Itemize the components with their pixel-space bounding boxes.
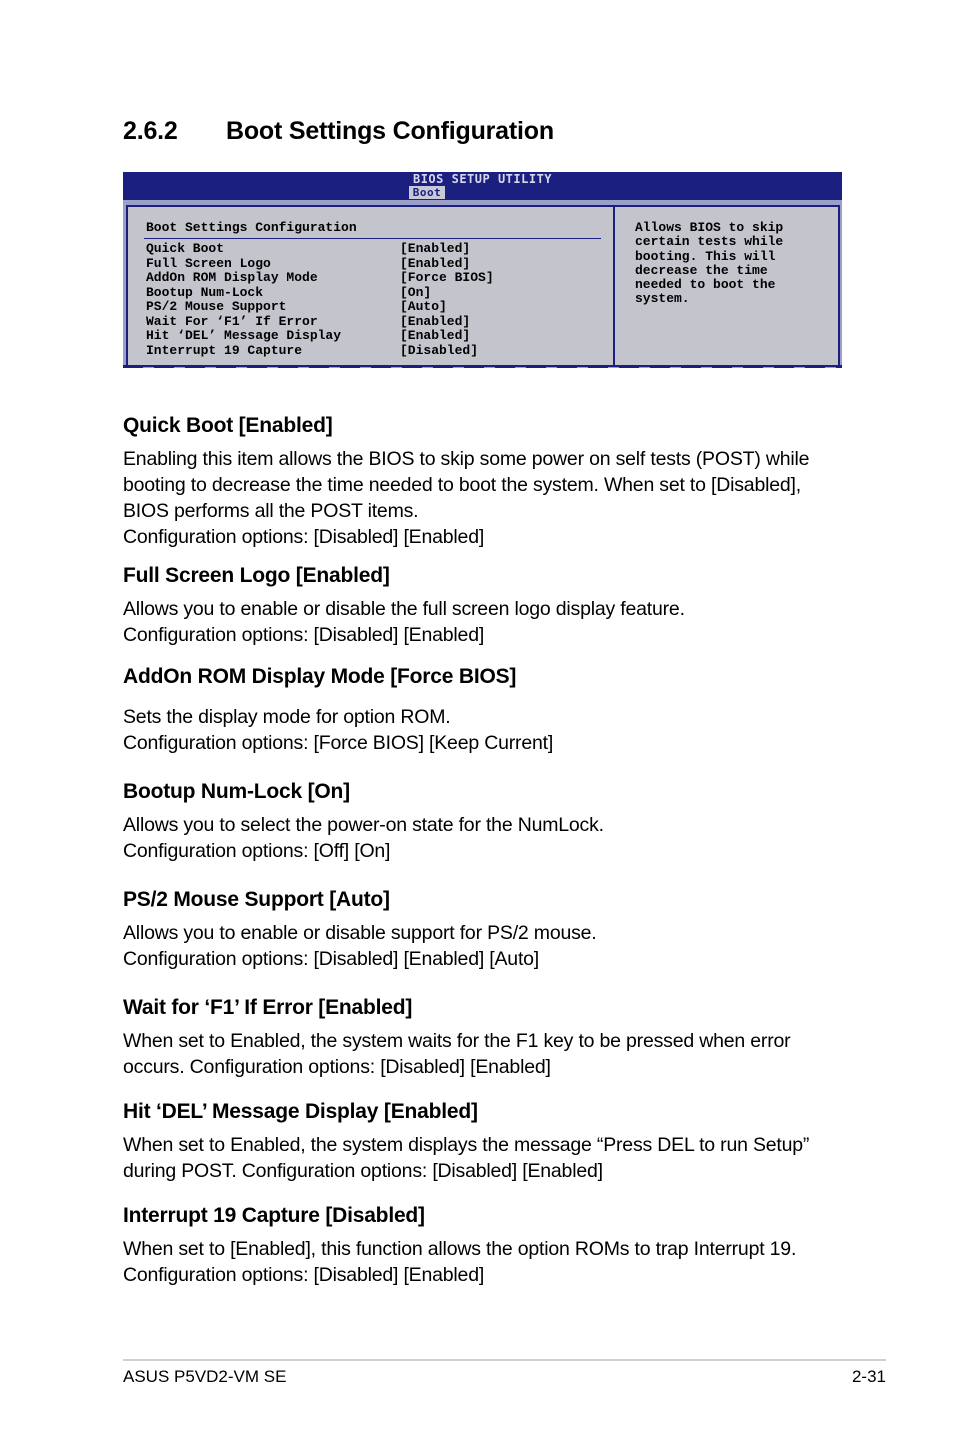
- item-heading: PS/2 Mouse Support [Auto]: [123, 888, 390, 911]
- bios-separator: [144, 238, 601, 239]
- bios-title: BIOS SETUP UTILITY: [412, 172, 553, 186]
- bios-row-ps2-mouse: [146, 300, 566, 315]
- bios-row-interrupt-19: [146, 344, 566, 359]
- bios-settings-list: [146, 242, 566, 358]
- item-wait-f1: [123, 995, 843, 1080]
- bios-row-label: PS/2 Mouse Support: [146, 299, 287, 314]
- bios-body: [123, 200, 842, 368]
- item-description: When set to [Enabled], this function allows the option ROMs to trap Interrupt 19.: [123, 1238, 797, 1260]
- bios-help-panel: [613, 205, 840, 367]
- item-description: Enabling this item allows the BIOS to skip some power on self tests (POST) while booting to decrease the time needed to boot the system. When set to [Disabled], BIOS performs all the POST items.: [123, 448, 810, 522]
- item-addon-rom: [123, 664, 843, 756]
- footer-divider: [123, 1359, 886, 1361]
- bios-row-label: Bootup Num-Lock: [146, 284, 264, 300]
- bios-row-value: [Force BIOS]: [400, 270, 494, 285]
- item-body: [123, 704, 843, 756]
- item-options: Configuration options: [Disabled] [Enabled]: [123, 624, 485, 646]
- item-heading: Hit ‘DEL’ Message Display [Enabled]: [123, 1100, 478, 1123]
- bios-row-value: [Enabled]: [400, 255, 471, 271]
- footer-product: ASUS P5VD2-VM SE: [123, 1367, 287, 1386]
- bios-row-num-lock: [146, 286, 566, 301]
- item-options: Configuration options: [Disabled] [Enabled]: [123, 526, 485, 548]
- section-title: [123, 117, 554, 146]
- item-body: [123, 920, 843, 972]
- item-description: Allows you to enable or disable support for PS/2 mouse.: [123, 922, 597, 944]
- footer-page-number: 2-31: [851, 1367, 886, 1386]
- item-description: Allows you to select the power-on state for the NumLock.: [123, 814, 604, 836]
- bios-header: [123, 172, 842, 200]
- item-interrupt-19: [123, 1203, 843, 1288]
- item-body: When set to Enabled, the system displays the message “Press DEL to run Setup” during POST. Configuration options: [Disabled] [Enabled]: [123, 1134, 810, 1182]
- item-body: When set to Enabled, the system waits for the F1 key to be pressed when error occurs. Configuration options: [Disabled] [Enabled]: [123, 1030, 791, 1078]
- bios-row-label: Wait For ‘F1’ If Error: [146, 313, 318, 329]
- item-options: Configuration options: [Disabled] [Enabled]: [123, 1264, 485, 1286]
- bios-row-value: [Enabled]: [400, 241, 471, 256]
- bios-bottom-dashes: [123, 365, 842, 368]
- item-full-screen-logo: [123, 563, 843, 648]
- bios-row-label: Interrupt 19 Capture: [146, 342, 303, 358]
- bios-row-label: Quick Boot: [146, 241, 225, 256]
- bios-row-value: [Auto]: [400, 299, 447, 314]
- item-quick-boot: [123, 413, 843, 550]
- bios-row-value: [Enabled]: [400, 328, 471, 343]
- bios-row-quick-boot: [146, 242, 566, 257]
- bios-row-value: [Disabled]: [400, 342, 479, 358]
- item-description: Allows you to enable or disable the full screen logo display feature.: [123, 598, 685, 620]
- bios-row-full-screen-logo: [146, 257, 566, 272]
- item-body: [123, 596, 843, 648]
- bios-help-text: Allows BIOS to skip certain tests while booting. This will decrease the time needed to boot the system.: [635, 220, 784, 307]
- item-body: [123, 812, 843, 864]
- bios-row-wait-f1: [146, 315, 566, 330]
- bios-subtitle: Boot Settings Configuration: [146, 220, 357, 235]
- item-heading: Bootup Num-Lock [On]: [123, 780, 350, 803]
- item-ps2-mouse: [123, 887, 843, 972]
- bios-row-addon-rom: [146, 271, 566, 286]
- item-body: [123, 1236, 843, 1288]
- item-description: Sets the display mode for option ROM.: [123, 706, 451, 728]
- item-num-lock: [123, 779, 843, 864]
- item-heading: AddOn ROM Display Mode [Force BIOS]: [123, 665, 517, 688]
- item-heading: Full Screen Logo [Enabled]: [123, 564, 390, 587]
- item-options: Configuration options: [Off] [On]: [123, 840, 391, 862]
- bios-row-label: Hit ‘DEL’ Message Display: [146, 328, 342, 343]
- bios-row-value: [Enabled]: [400, 313, 471, 329]
- item-heading: Wait for ‘F1’ If Error [Enabled]: [123, 996, 413, 1019]
- bios-row-label: Full Screen Logo: [146, 255, 271, 271]
- section-title-text: Boot Settings Configuration: [226, 117, 554, 145]
- section-number: 2.6.2: [123, 117, 178, 145]
- bios-row-hit-del: [146, 329, 566, 344]
- bios-tab-boot: Boot: [409, 186, 445, 199]
- item-options: Configuration options: [Force BIOS] [Keep Current]: [123, 732, 554, 754]
- bios-row-label: AddOn ROM Display Mode: [146, 270, 318, 285]
- item-hit-del: [123, 1099, 843, 1184]
- bios-settings-panel: [126, 205, 615, 367]
- item-options: Configuration options: [Disabled] [Enabled] [Auto]: [123, 948, 540, 970]
- bios-screenshot: [123, 172, 842, 368]
- item-body: [123, 446, 843, 550]
- bios-row-value: [On]: [400, 284, 432, 300]
- item-heading: Interrupt 19 Capture [Disabled]: [123, 1204, 425, 1227]
- item-heading: Quick Boot [Enabled]: [123, 414, 333, 437]
